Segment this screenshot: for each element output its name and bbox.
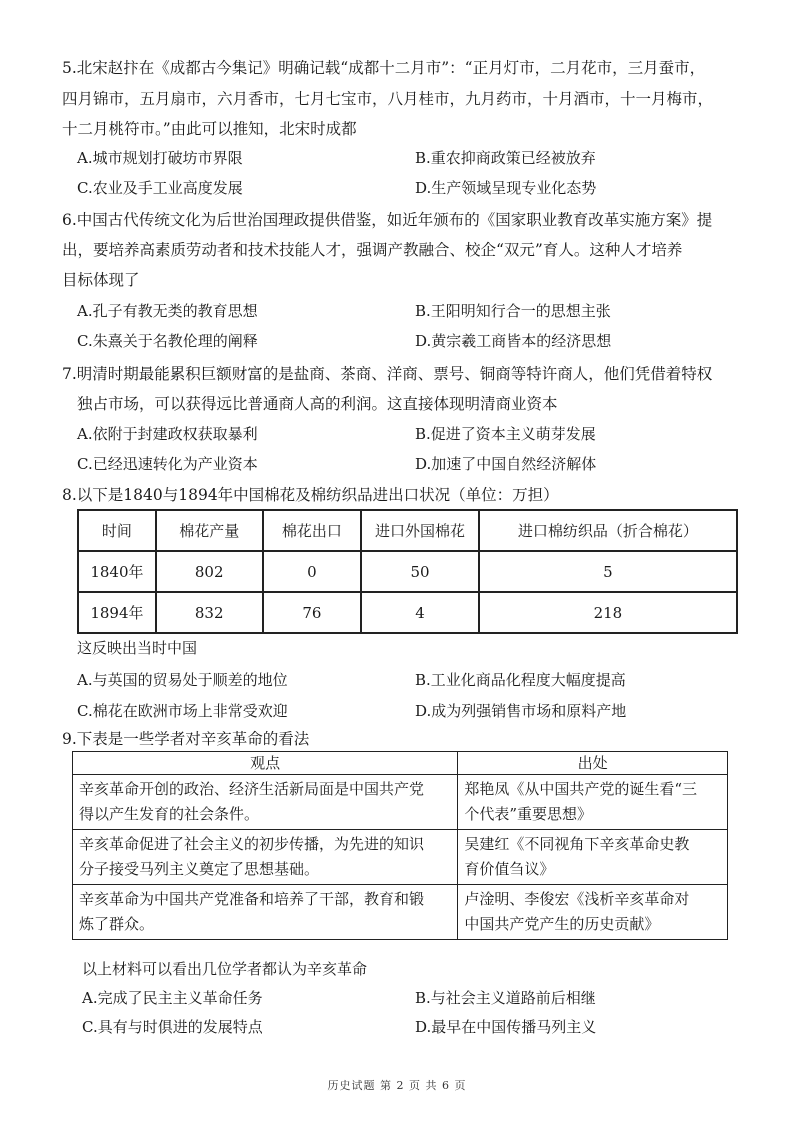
view-cell <box>73 775 458 830</box>
q7-stem-line2: 独占市场，可以获得远比普通商人高的利润。这直接体现明清商业资本 <box>77 395 558 413</box>
header-cell: 出处 <box>458 752 728 775</box>
table-row <box>78 592 737 633</box>
table-row <box>73 830 728 885</box>
header-cell: 进口棉纺织品（折合棉花） <box>479 510 737 551</box>
q5-stem-line1: 5.北宋赵抃在《成都古今集记》明确记载“成都十二月市”：“正月灯市，二月花市，三月蚕市， <box>62 59 706 77</box>
q7-option-c: C.已经迅速转化为产业资本 <box>77 455 258 473</box>
table-row <box>73 775 728 830</box>
source-text-line: 中国共产党产生的历史贡献》 <box>464 915 660 933</box>
table-cell: 4 <box>361 592 479 633</box>
q9-option-d: D.最早在中国传播马列主义 <box>415 1018 597 1036</box>
table-cell: 218 <box>479 592 737 633</box>
q8-option-c: C.棉花在欧洲市场上非常受欢迎 <box>77 702 288 720</box>
q6-option-a: A.孔子有教无类的教育思想 <box>77 302 258 320</box>
q9-option-b: B.与社会主义道路前后相继 <box>415 989 596 1007</box>
table-cell: 76 <box>263 592 362 633</box>
table-cell: 1840年 <box>78 551 156 592</box>
source-cell <box>458 775 728 830</box>
source-text-line: 吴建红《不同视角下辛亥革命史教 <box>464 835 690 853</box>
q5-option-d: D.生产领域呈现专业化态势 <box>415 179 597 197</box>
header-cell: 棉花出口 <box>263 510 362 551</box>
q9-stem: 9.下表是一些学者对辛亥革命的看法 <box>62 730 310 748</box>
q8-cotton-table <box>77 509 738 634</box>
table-cell: 5 <box>479 551 737 592</box>
q6-option-c: C.朱熹关于名教伦理的阐释 <box>77 332 258 350</box>
source-text-line: 育价值刍议》 <box>464 860 555 878</box>
source-text-line: 卢淦明、李俊宏《浅析辛亥革命对 <box>464 890 690 908</box>
view-text-line: 分子接受马列主义奠定了思想基础。 <box>79 860 320 878</box>
table-cell: 802 <box>156 551 263 592</box>
q7-option-d: D.加速了中国自然经济解体 <box>415 455 597 473</box>
view-text-line: 辛亥革命促进了社会主义的初步传播，为先进的知识 <box>79 835 425 853</box>
header-cell: 棉花产量 <box>156 510 263 551</box>
table-header-row <box>78 510 737 551</box>
q6-stem-line3: 目标体现了 <box>62 271 140 289</box>
view-cell <box>73 830 458 885</box>
q5-option-a: A.城市规划打破坊市界限 <box>77 149 243 167</box>
table-header-row <box>73 752 728 775</box>
q9-option-c: C.具有与时俱进的发展特点 <box>82 1018 263 1036</box>
q7-option-a: A.依附于封建政权获取暴利 <box>77 425 258 443</box>
q5-option-c: C.农业及手工业高度发展 <box>77 179 243 197</box>
q8-after-text: 这反映出当时中国 <box>77 639 198 657</box>
source-text-line: 郑艳凤《从中国共产党的诞生看“三 <box>464 780 698 798</box>
header-cell: 进口外国棉花 <box>361 510 479 551</box>
q8-stem: 8.以下是1840与1894年中国棉花及棉纺织品进出口状况（单位：万担） <box>62 486 559 504</box>
q7-option-b: B.促进了资本主义萌芽发展 <box>415 425 596 443</box>
q9-option-a: A.完成了民主主义革命任务 <box>82 989 263 1007</box>
q5-stem-line2: 四月锦市，五月扇市，六月香市，七月七宝市，八月桂市，九月药市，十月酒市，十一月梅市， <box>62 90 714 108</box>
header-cell: 观点 <box>73 752 458 775</box>
q6-option-b: B.王阳明知行合一的思想主张 <box>415 302 611 320</box>
view-cell <box>73 885 458 940</box>
source-cell <box>458 830 728 885</box>
header-cell: 时间 <box>78 510 156 551</box>
q8-option-d: D.成为列强销售市场和原料产地 <box>415 702 627 720</box>
q6-stem-line1: 6.中国古代传统文化为后世治国理政提供借鉴，如近年颁布的《国家职业教育改革实施方案》提 <box>62 211 713 229</box>
q7-stem-line1: 7.明清时期最能累积巨额财富的是盐商、茶商、洋商、票号、铜商等特许商人，他们凭借着特权 <box>62 365 713 383</box>
q6-option-d: D.黄宗羲工商皆本的经济思想 <box>415 332 612 350</box>
q8-option-a: A.与英国的贸易处于顺差的地位 <box>77 671 288 689</box>
table-cell: 50 <box>361 551 479 592</box>
q6-stem-line2: 出，要培养高素质劳动者和技术技能人才，强调产教融合、校企“双元”育人。这种人才培养 <box>62 241 683 259</box>
source-cell <box>458 885 728 940</box>
table-row <box>78 551 737 592</box>
table-cell: 1894年 <box>78 592 156 633</box>
table-cell: 832 <box>156 592 263 633</box>
table-row <box>73 885 728 940</box>
q5-option-b: B.重农抑商政策已经被放弃 <box>415 149 596 167</box>
view-text-line: 辛亥革命为中国共产党准备和培养了干部，教育和锻 <box>79 890 425 908</box>
table-cell: 0 <box>263 551 362 592</box>
view-text-line: 辛亥革命开创的政治、经济生活新局面是中国共产党 <box>79 780 425 798</box>
q8-option-b: B.工业化商品化程度大幅度提高 <box>415 671 626 689</box>
q9-after-text: 以上材料可以看出几位学者都认为辛亥革命 <box>82 960 368 978</box>
view-text-line: 得以产生发育的社会条件。 <box>79 805 260 823</box>
q9-views-table <box>72 751 728 940</box>
q5-stem-line3: 十二月桃符市。”由此可以推知，北宋时成都 <box>62 120 357 138</box>
view-text-line: 炼了群众。 <box>79 915 155 933</box>
page-footer: 历史试题 第 2 页 共 6 页 <box>327 1079 467 1092</box>
source-text-line: 个代表”重要思想》 <box>464 805 593 823</box>
